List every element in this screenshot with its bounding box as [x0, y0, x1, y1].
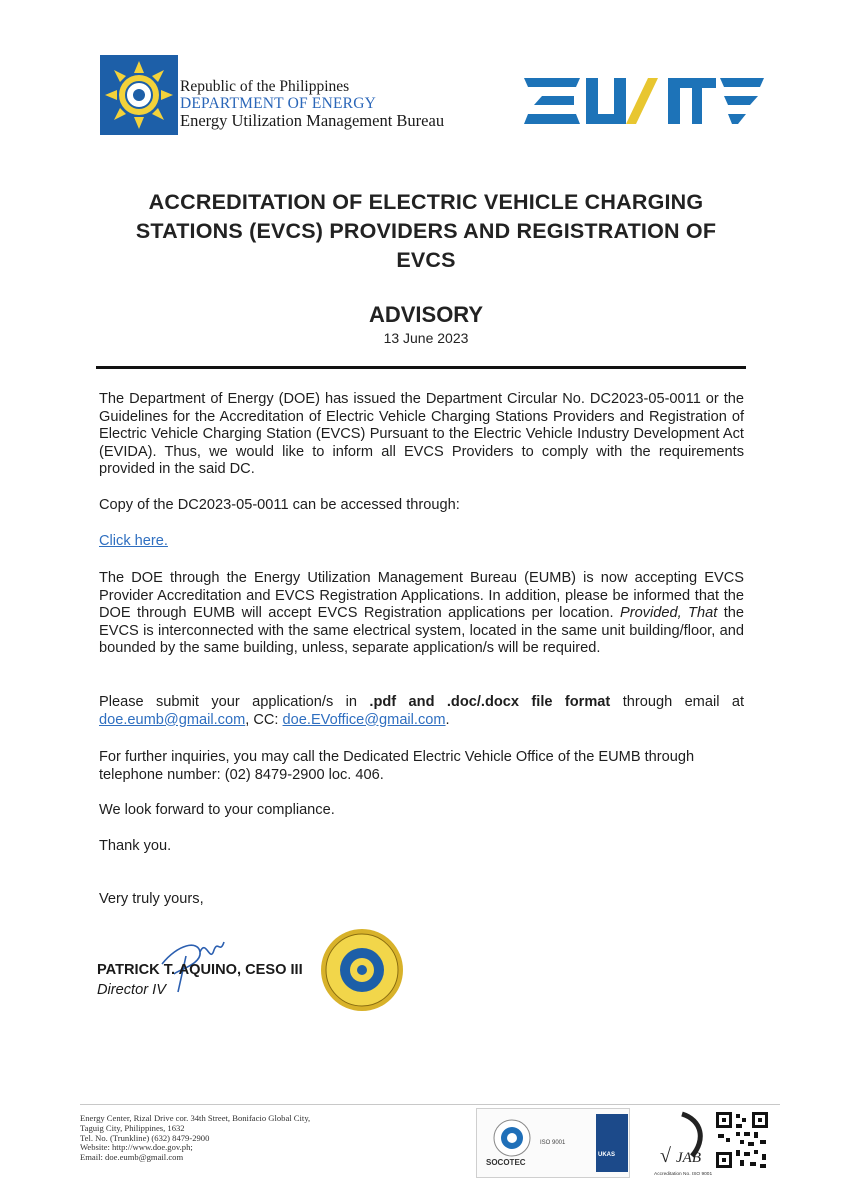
department-label: DEPARTMENT OF ENERGY — [180, 95, 376, 112]
doe-logo — [100, 55, 178, 135]
advisory-date: 13 June 2023 — [383, 330, 469, 346]
jab-label: JAB — [676, 1150, 701, 1166]
email-line: Email: doe.eumb@gmail.com — [80, 1152, 184, 1163]
ukas-label: UKAS — [598, 1152, 616, 1158]
socotec-label: SOCOTEC — [486, 1158, 526, 1167]
click-here-link[interactable]: Click here. — [99, 533, 168, 549]
accreditation-text: The DOE through the Energy Utilization Management Bureau (EUMB) is now accepting EVCS Provider Accreditation and EVCS Registration Applications. In addition, please be informed that the DOE through EUMB will accept EVCS Registration applications per location. — [99, 570, 744, 622]
advisory-heading: ADVISORY — [368, 302, 484, 327]
paragraph-submission — [99, 694, 744, 729]
title-line-1: ACCREDITATION OF ELECTRIC VEHICLE CHARGING — [148, 190, 704, 214]
signatory-position: Director IV — [97, 982, 166, 998]
iso-label: ISO 9001 — [540, 1140, 566, 1146]
email-eumb-link[interactable]: doe.eumb@gmail.com — [99, 711, 246, 728]
link-paragraph — [99, 533, 744, 551]
eumb-logo-icon — [524, 78, 764, 130]
footer-address — [80, 1114, 310, 1163]
socotec-logo-icon — [492, 1118, 532, 1158]
page-title — [90, 188, 762, 275]
svg-text:√: √ — [660, 1145, 671, 1167]
title-line-3: EVCS — [396, 248, 456, 272]
submission-text: Please submit your application/s in — [99, 694, 358, 710]
paragraph-compliance: We look forward to your compliance. — [99, 802, 335, 818]
period: . — [445, 711, 450, 728]
address-line-1: Energy Center, Rizal Drive cor. 34th Street, Bonifacio Global City, — [80, 1113, 311, 1123]
paragraph-inquiries: For further inquiries, you may call the Dedicated Electric Vehicle Office of the EUMB through telephone number: (02) 8479-2900 loc. 406. — [99, 749, 695, 783]
website-line: Website: http://www.doe.gov.ph; — [80, 1142, 193, 1153]
address-line-2: Taguig City, Philippines, 1632 — [80, 1122, 185, 1133]
title-divider — [96, 366, 746, 369]
submission-text-cont: through email at — [622, 694, 744, 710]
jab-registration: Accreditation No. ISO 9001 — [654, 1172, 713, 1177]
provided-clause: Provided, That — [619, 605, 718, 622]
closing-salutation: Very truly yours, — [99, 891, 204, 907]
paragraph-circular: The Department of Energy (DOE) has issued the Department Circular No. DC2023-05-0011 or the Guidelines for the Accreditation of Electric Vehicle Charging Stations Providers and Registration of Electric Vehicle Charging Station (EVCS) Pursuant to the Electric Vehicle Industry Development Act (EVIDA). Thus, we would like to inform all EVCS Providers to comply with the requirements provided in the said DC. — [99, 391, 744, 478]
republic-label: Republic of the Philippines — [180, 78, 350, 95]
eumb-seal-icon — [320, 928, 404, 1012]
bureau-label: Energy Utilization Management Bureau — [180, 111, 445, 130]
paragraph-thanks: Thank you. — [99, 838, 172, 854]
accreditation-text-cont: the EVCS is interconnected with the same electrical system, located in the same unit building/floor, and bounded by the same building, unless, separate application/s will be required. — [99, 605, 744, 657]
title-line-2: STATIONS (EVCS) PROVIDERS AND REGISTRATION OF — [135, 219, 717, 243]
doe-sun-seal-icon — [100, 55, 178, 135]
email-evoffice-link[interactable]: doe.EVoffice@gmail.com — [282, 711, 446, 728]
qr-code-icon — [714, 1110, 770, 1170]
file-format-text: .pdf and .doc/.docx file format — [369, 694, 611, 710]
signatory-name: PATRICK T. AQUINO, CESO III — [97, 962, 303, 978]
agency-heading — [180, 78, 444, 129]
cc-label: , CC: — [245, 711, 279, 728]
paragraph-copy: Copy of the DC2023-05-0011 can be accessed through: — [99, 497, 460, 513]
footer-divider — [80, 1104, 780, 1105]
paragraph-accreditation — [99, 570, 744, 658]
telephone-line: Tel. No. (Trunkline) (632) 8479-2900 — [80, 1132, 210, 1143]
jab-logo-icon — [652, 1110, 708, 1170]
ukas-badge — [596, 1114, 628, 1172]
